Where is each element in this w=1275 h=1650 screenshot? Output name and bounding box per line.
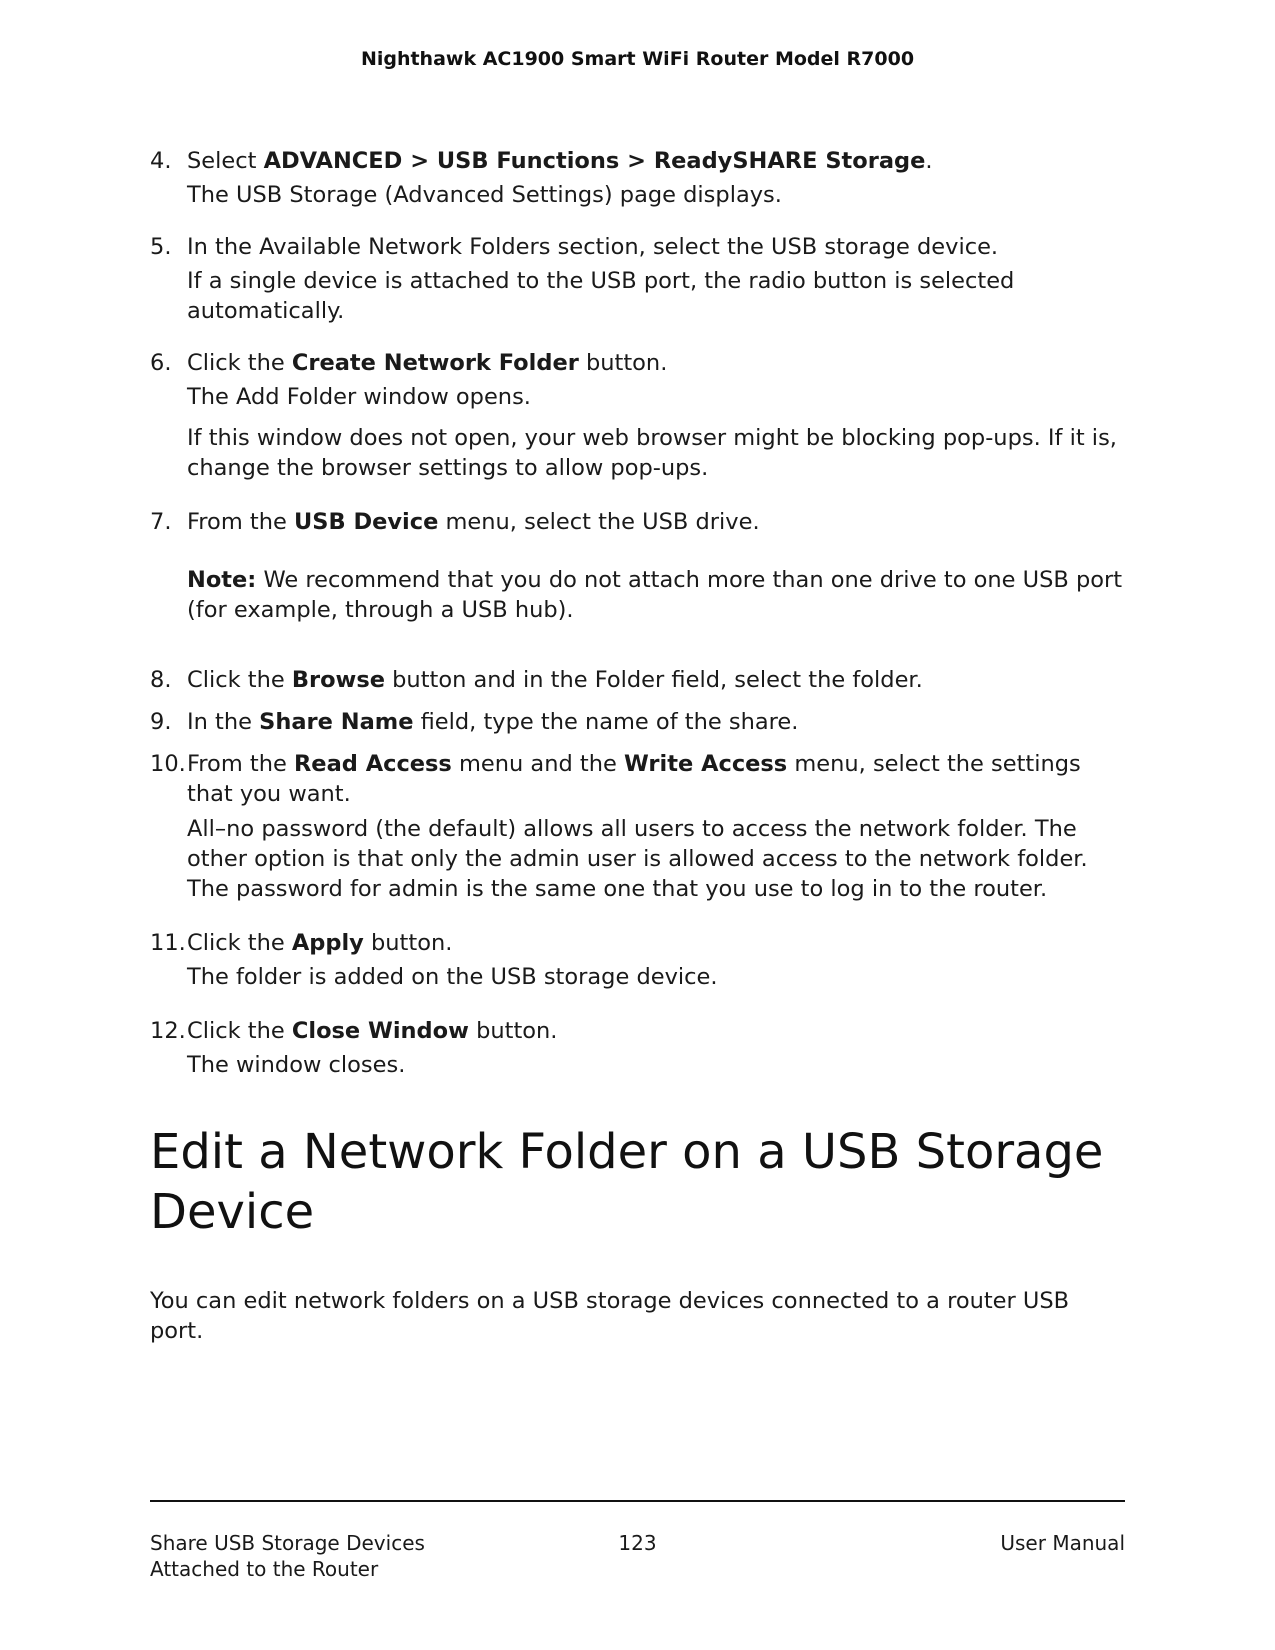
menu-path: ADVANCED > USB Functions > ReadySHARE Storage [263, 148, 926, 174]
running-header: Nighthawk AC1900 Smart WiFi Router Model R7000 [360, 48, 915, 70]
step-11-result: The folder is added on the USB storage device. [187, 964, 718, 990]
step-number: 12. [150, 1018, 186, 1044]
footer-chapter-line1: Share USB Storage Devices [150, 1531, 425, 1555]
step-8 [150, 665, 1125, 695]
step-text-pre: Click the [187, 1018, 292, 1044]
section-intro: You can edit network folders on a USB storage devices connected to a router USB port. [150, 1288, 1070, 1344]
footer-chapter [150, 1530, 425, 1582]
step-4 [150, 146, 1125, 176]
step-number: 8. [150, 667, 172, 693]
page-content [150, 146, 1125, 1346]
step-text-post: menu, select the USB drive. [438, 509, 760, 535]
step-text-pre: Click the [187, 350, 292, 376]
step-number: 7. [150, 509, 172, 535]
button-name: Close Window [291, 1018, 469, 1044]
step-10-info: All–no password (the default) allows all users to access the network folder. The other option is that only the admin user is allowed access to the network folder. The password for admin is the same one that you use to log in to the router. [187, 816, 1088, 902]
step-text-pre: Select [187, 148, 264, 174]
step-text [187, 507, 1125, 537]
step-text-pre: Click the [187, 667, 292, 693]
step-text-post: button. [363, 930, 453, 956]
step-text-post: menu, select the settings that you want. [187, 751, 1081, 807]
step-6-result: The Add Folder window opens. [187, 384, 531, 410]
step-4-result: The USB Storage (Advanced Settings) page displays. [187, 182, 782, 208]
footer-doc-type: User Manual [1000, 1531, 1125, 1555]
note-label: Note: [187, 567, 257, 593]
menu-name: USB Device [293, 509, 439, 535]
step-text [187, 749, 1125, 809]
step-6 [150, 348, 1125, 378]
page-number: 123 [618, 1531, 657, 1555]
step-number: 6. [150, 350, 172, 376]
step-text [187, 928, 1125, 958]
step-5-result: If a single device is attached to the USB port, the radio button is selected automatically. [187, 268, 1015, 324]
step-text-post: . [925, 148, 933, 174]
note [187, 565, 1125, 625]
button-name: Browse [291, 667, 385, 693]
step-text-post: button. [578, 350, 668, 376]
step-text-mid: menu and the [451, 751, 624, 777]
menu-name: Read Access [293, 751, 452, 777]
button-name: Apply [291, 930, 364, 956]
step-text-post: button and in the Folder field, select the folder. [385, 667, 923, 693]
step-7 [150, 507, 1125, 537]
step-number: 10. [150, 751, 186, 777]
step-number: 5. [150, 234, 172, 260]
button-name: Create Network Folder [291, 350, 579, 376]
section-heading: Edit a Network Folder on a USB Storage Device [150, 1124, 1104, 1240]
step-text [187, 665, 1125, 695]
footer-chapter-line2: Attached to the Router [150, 1557, 379, 1581]
step-10 [150, 749, 1125, 809]
step-12 [150, 1016, 1125, 1046]
step-text-post: button. [468, 1018, 558, 1044]
step-text [187, 348, 1125, 378]
step-number: 9. [150, 709, 172, 735]
step-text [187, 707, 1125, 737]
step-5 [150, 232, 1125, 262]
step-11 [150, 928, 1125, 958]
footer-divider [150, 1500, 1125, 1502]
step-text-pre: Click the [187, 930, 292, 956]
step-number: 11. [150, 930, 186, 956]
step-number: 4. [150, 148, 172, 174]
note-text: We recommend that you do not attach more than one drive to one USB port (for example, through a USB hub). [187, 567, 1123, 623]
field-name: Share Name [259, 709, 414, 735]
step-text-post: field, type the name of the share. [413, 709, 799, 735]
step-text-pre: In the [187, 709, 260, 735]
step-12-result: The window closes. [187, 1052, 406, 1078]
step-text-pre: From the [187, 509, 294, 535]
step-text-pre: From the [187, 751, 294, 777]
step-text: In the Available Network Folders section, select the USB storage device. [187, 234, 999, 260]
step-text [187, 146, 1125, 176]
step-9 [150, 707, 1125, 737]
step-6-info: If this window does not open, your web browser might be blocking pop-ups. If it is, change the browser settings to allow pop-ups. [187, 425, 1117, 481]
step-text [187, 1016, 1125, 1046]
menu-name: Write Access [623, 751, 788, 777]
